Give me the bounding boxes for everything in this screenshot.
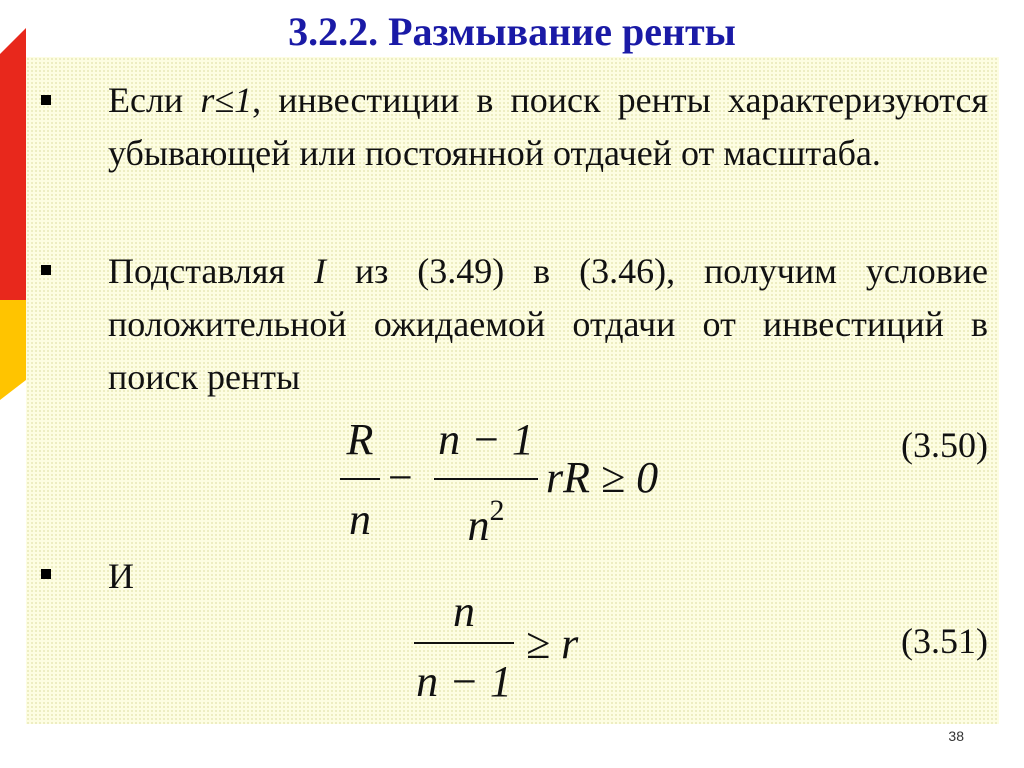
bullet-1-variable: r≤1 [200,80,253,120]
eq2-number: (3.51) [901,621,988,661]
left-red-accent [0,28,26,328]
eq1-frac2-denominator-base: n [467,501,490,550]
eq2-numerator: n [453,587,475,636]
eq1-frac1-numerator: R [346,415,374,464]
bullet-marker-3 [41,569,51,579]
bullet-text-1 [108,74,988,180]
eq1-number: (3.50) [901,425,988,465]
eq2-denominator: n − 1 [416,657,512,706]
eq1-frac1-bar [340,478,380,480]
bullet-marker-1 [41,95,51,105]
bullet-2-text-end: из (3.49) в (3.46), получим условие положительной ожидаемой отдачи от инвестиций в поиск ренты [108,251,988,397]
bullet-2-text-start: Подставляя [108,251,314,291]
eq2-tail-text: ≥ r [526,619,579,668]
eq2-bar [414,642,514,644]
bullet-1-text-start: Если [108,80,201,120]
bullet-1-text-end: , инвестиции в поиск ренты характеризуются убывающей или постоянной отдачей от масштаба. [108,80,988,173]
eq1-frac2-denominator-exponent: 2 [489,494,505,527]
eq1-frac2-denominator [444,494,528,551]
eq2-tail [526,618,578,669]
bullet-text-2 [108,245,988,404]
eq1-frac1-denominator: n [349,495,371,544]
bullet-text-3: И [108,556,134,596]
eq1-tail-text: rR ≥ 0 [546,453,659,502]
slide-title: 3.2.2. Размывание ренты [288,9,736,54]
bullet-2-variable: I [313,251,326,291]
eq1-frac2-bar [434,478,538,480]
eq1-tail [546,452,658,503]
left-yellow-accent [0,300,26,400]
bullet-marker-2 [41,265,51,275]
eq1-minus: − [388,453,413,502]
page-number: 38 [948,728,964,744]
eq1-frac2-numerator: n − 1 [438,415,534,464]
